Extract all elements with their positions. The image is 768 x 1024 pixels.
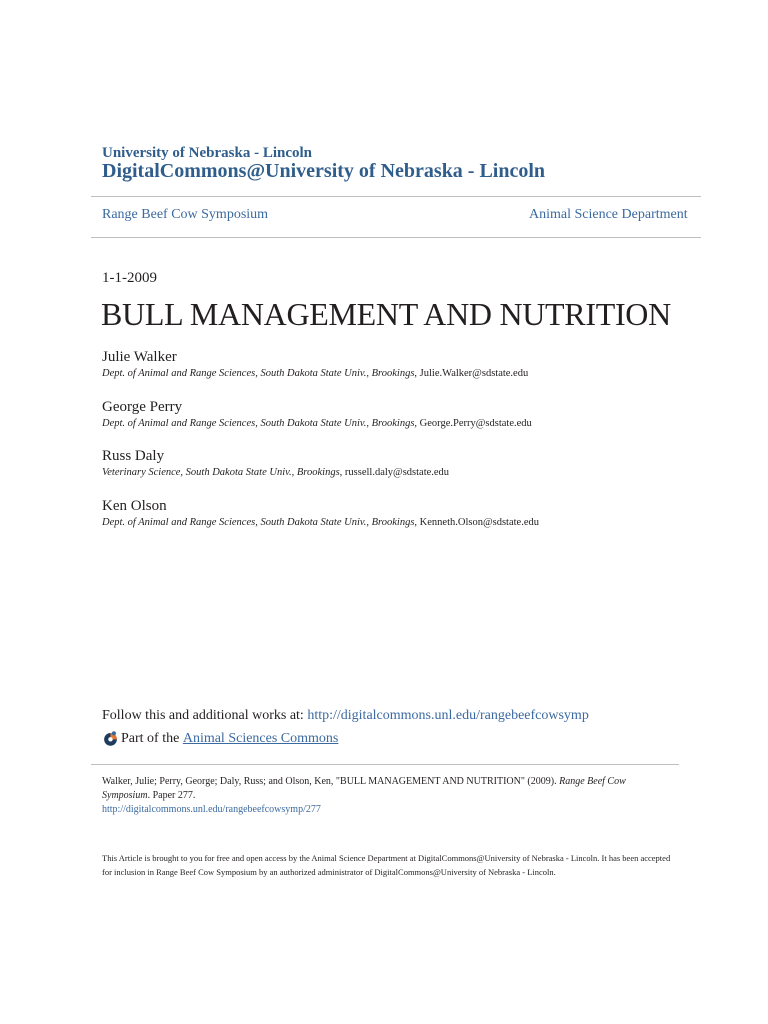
department-link[interactable]: Animal Science Department <box>529 207 688 222</box>
follow-line <box>102 708 589 724</box>
author-name[interactable]: Ken Olson <box>102 498 167 514</box>
commons-link[interactable]: Animal Sciences Commons <box>182 730 339 746</box>
author-email: Kenneth.Olson@sdstate.edu <box>419 517 539 528</box>
author-block <box>102 498 539 528</box>
access-notice: This Article is brought to you for free and open access by the Animal Science Department at DigitalCommons@University of Nebraska - Lincoln. It has been accepted for inclusion in Range Beef Cow Symposium by an authorized administrator of DigitalCommons@University of Nebraska - Lincoln. <box>102 853 671 877</box>
article-title: BULL MANAGEMENT AND NUTRITION <box>101 296 671 332</box>
repository-link[interactable]: DigitalCommons@University of Nebraska - Lincoln <box>102 160 546 182</box>
university-link[interactable]: University of Nebraska - Lincoln <box>102 145 312 161</box>
divider <box>91 237 701 238</box>
author-block <box>102 349 528 379</box>
author-email: Julie.Walker@sdstate.edu <box>419 368 529 379</box>
publication-date: 1-1-2009 <box>102 270 157 286</box>
divider <box>91 196 701 197</box>
part-of-line <box>102 730 338 747</box>
recommended-citation: Walker, Julie; Perry, George; Daly, Russ; and Olson, Ken, "BULL MANAGEMENT AND NUTRITION" (2009). Range Beef Cow Symposium. Paper 277. http://digitalcommons.unl.edu/rangebeefcowsymp/277 <box>102 776 626 815</box>
author-affiliation: Veterinary Science, South Dakota State Univ., Brookings, russell.daly@sdstate.edu <box>102 467 450 478</box>
part-of-label: Part of the <box>121 730 180 746</box>
author-affiliation: Dept. of Animal and Range Sciences, South Dakota State Univ., Brookings, Julie.Walker@sdstate.edu <box>102 368 529 379</box>
citation-url-link[interactable]: http://digitalcommons.unl.edu/rangebeefcowsymp/277 <box>102 804 321 815</box>
author-affiliation: Dept. of Animal and Range Sciences, South Dakota State Univ., Brookings, George.Perry@sdstate.edu <box>102 418 532 429</box>
author-block <box>102 448 449 478</box>
citation-journal: Range Beef Cow Symposium <box>102 776 626 801</box>
author-name[interactable]: Russ Daly <box>102 448 165 464</box>
author-email: russell.daly@sdstate.edu <box>344 467 450 478</box>
author-block <box>102 399 532 429</box>
series-link[interactable]: Range Beef Cow Symposium <box>102 207 269 222</box>
author-name[interactable]: George Perry <box>102 399 183 415</box>
divider <box>91 764 679 765</box>
author-email: George.Perry@sdstate.edu <box>419 418 532 429</box>
follow-label: Follow this and additional works at: <box>102 708 308 723</box>
author-affiliation: Dept. of Animal and Range Sciences, South Dakota State Univ., Brookings, Kenneth.Olson@sdstate.edu <box>102 517 539 528</box>
network-logo-icon <box>102 730 119 747</box>
collection-url-link[interactable]: http://digitalcommons.unl.edu/rangebeefcowsymp <box>307 708 589 723</box>
author-name[interactable]: Julie Walker <box>102 349 177 365</box>
